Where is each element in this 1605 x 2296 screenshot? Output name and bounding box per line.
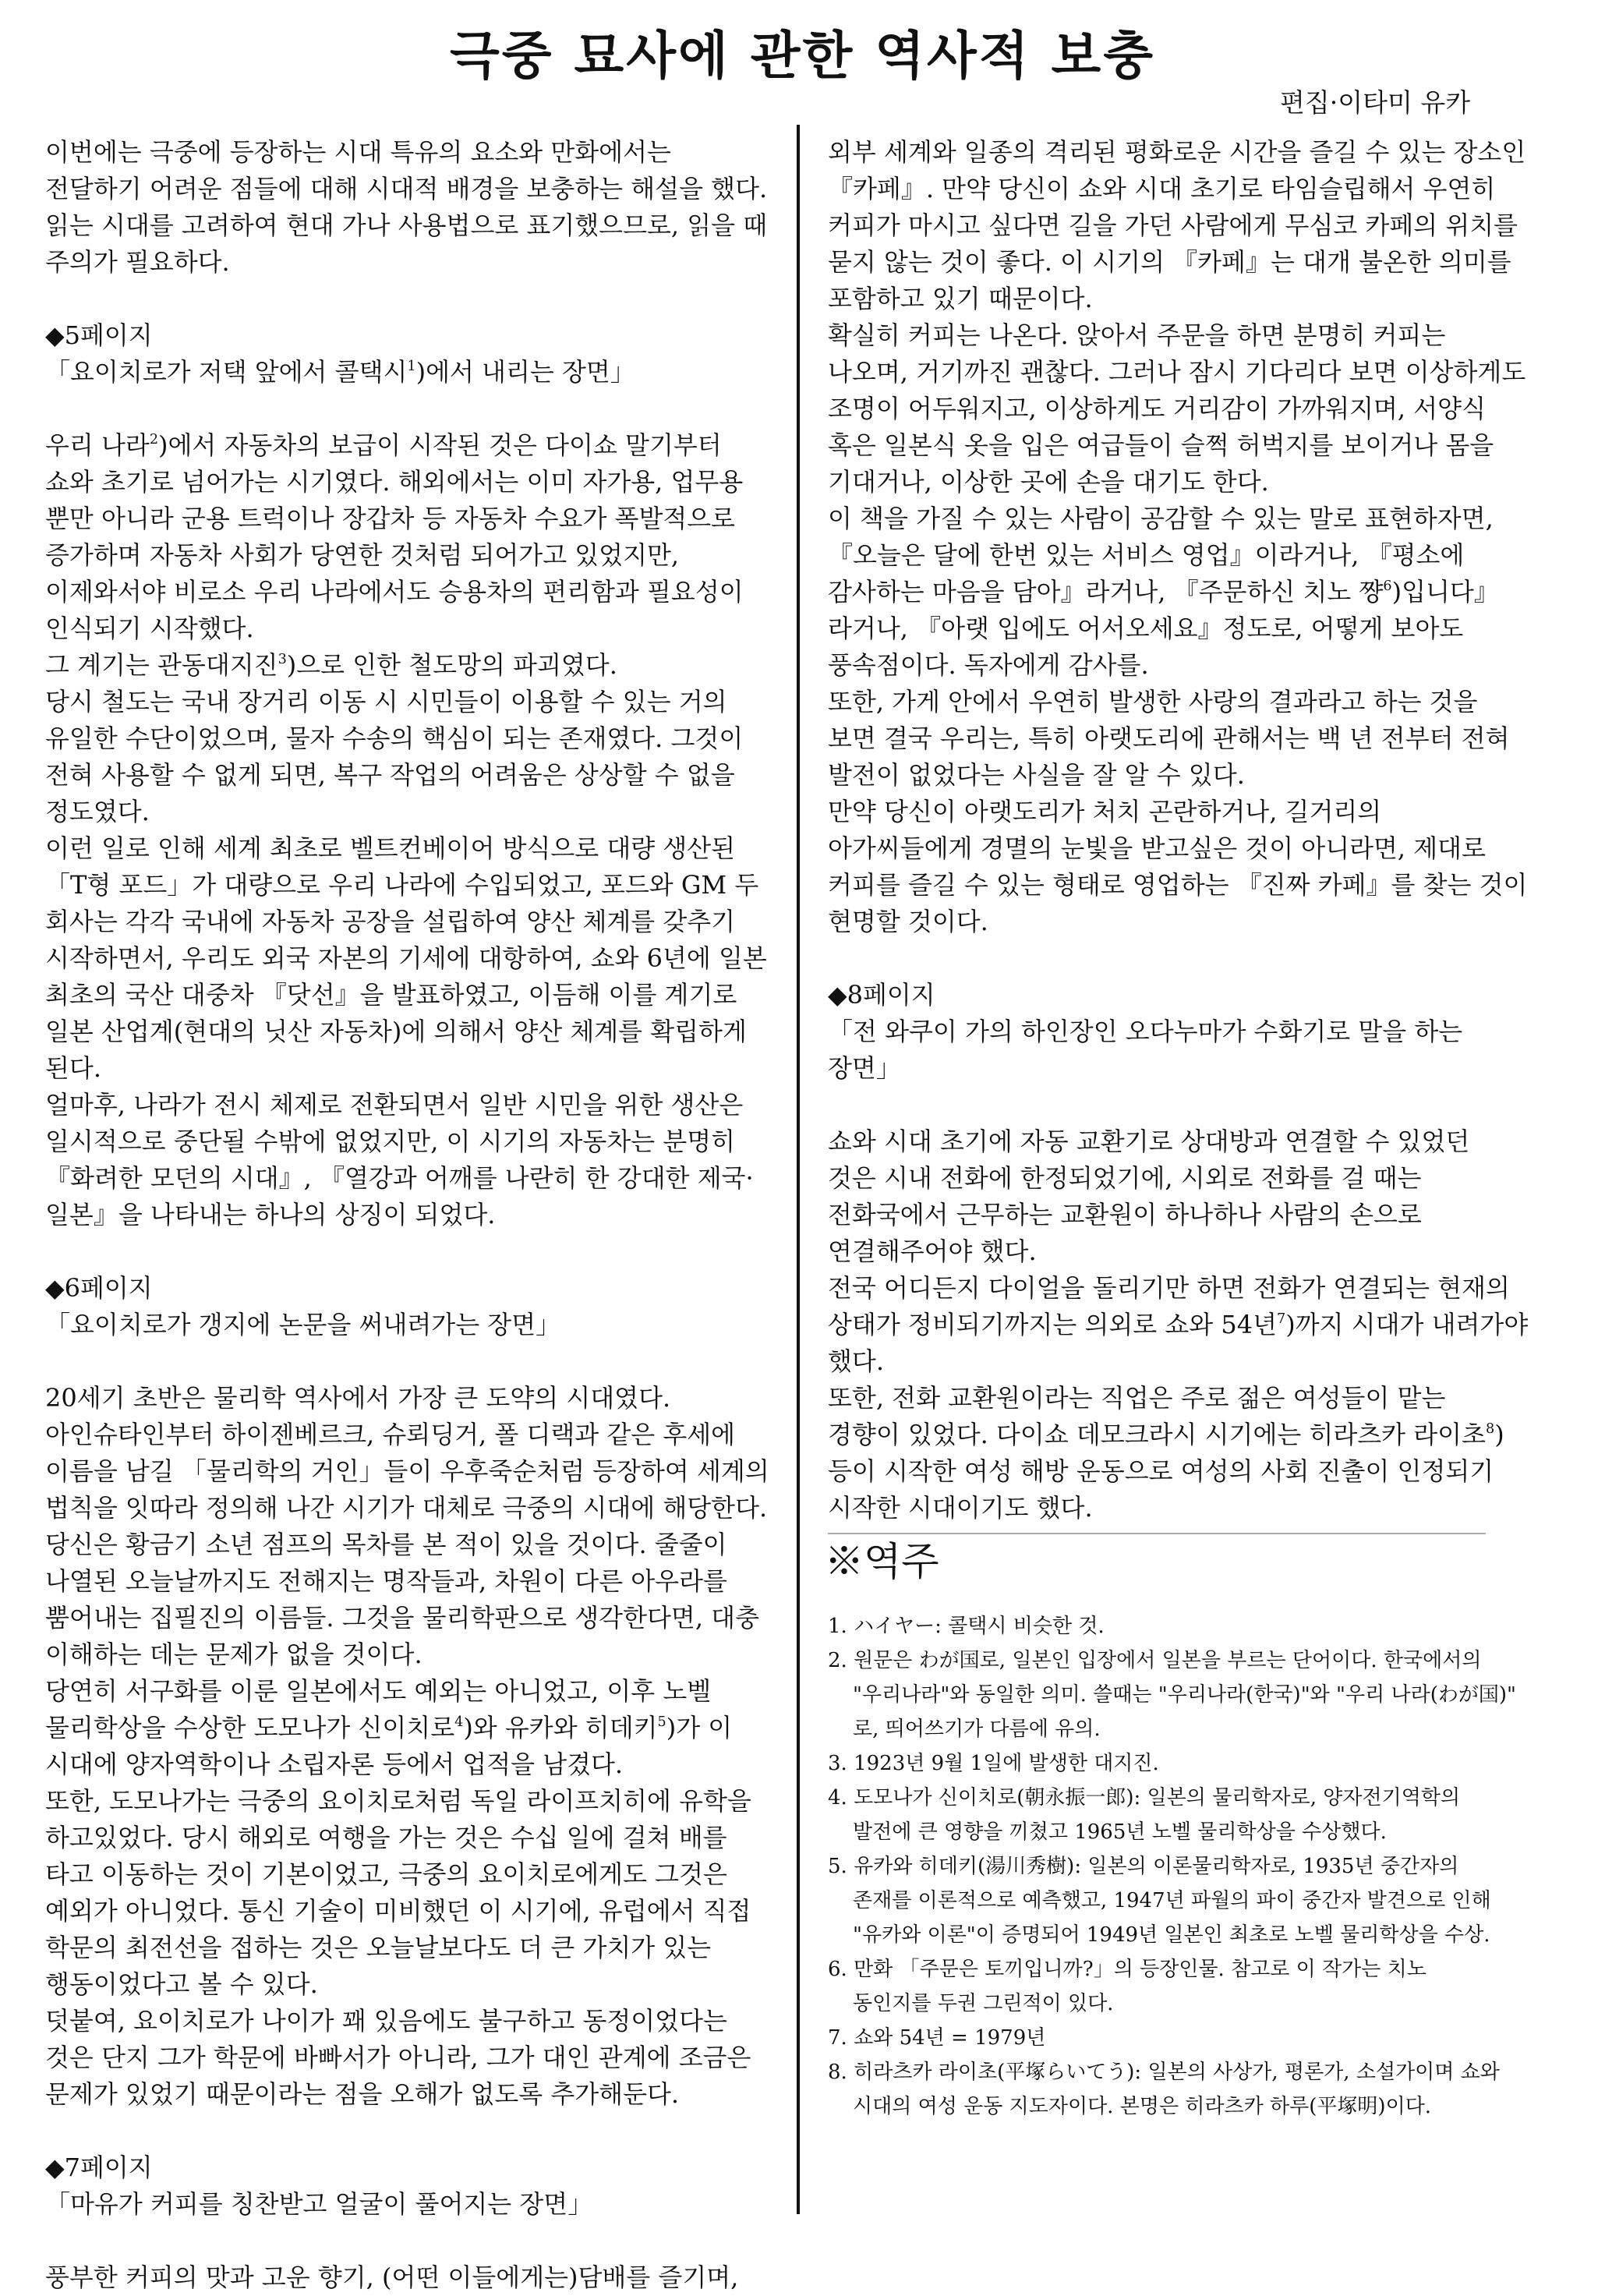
footnotes-list bbox=[828, 1609, 1576, 2124]
spacer bbox=[45, 2223, 781, 2259]
body-line: 정도였다. bbox=[45, 797, 150, 826]
intro-line: 주의가 필요하다. bbox=[45, 247, 230, 277]
body-line: 『오늘은 달에 한번 있는 서비스 영업』이라거나, 『평소에 bbox=[828, 540, 1465, 570]
footnote-item: 2. 원문은 わが国로, 일본인 입장에서 일본을 부르는 단어이다. 한국에서의 bbox=[828, 1649, 1482, 1672]
body-line: 감사하는 마음을 담아』라거나, 『주문하신 치노 쨩$^6$)입니다』 bbox=[828, 577, 1499, 607]
section-heading-p5: ◆5페이지 bbox=[45, 320, 153, 350]
body-line: 이름을 남길 「물리학의 거인」들이 우후죽순처럼 등장하여 세계의 bbox=[45, 1456, 769, 1486]
body-line: 시작한 시대이기도 했다. bbox=[828, 1493, 1093, 1523]
body-line: 풍속점이다. 독자에게 감사를. bbox=[828, 650, 1149, 680]
body-line: 『화려한 모던의 시대』, 『열강과 어깨를 나란히 한 강대한 제국· bbox=[45, 1163, 754, 1193]
body-line: 또한, 도모나가는 극중의 요이치로처럼 독일 라이프치히에 유학을 bbox=[45, 1786, 751, 1816]
body-line: 연결해주어야 했다. bbox=[828, 1236, 1037, 1266]
footnote-item: 8. 히라츠카 라이초(平塚らいてう): 일본의 사상가, 평론가, 소설가이며 쇼와 bbox=[828, 2061, 1500, 2084]
body-line: 발전이 없었다는 사실을 잘 알 수 있다. bbox=[828, 760, 1245, 790]
body-line: 것은 시내 전화에 한정되었기에, 시외로 전화를 걸 때는 bbox=[828, 1163, 1422, 1193]
text-segment: 우리 나라 bbox=[45, 430, 150, 460]
spacer bbox=[828, 1087, 1570, 1123]
body-line: 이런 일로 인해 세계 최초로 벨트컨베이어 방식으로 대량 생산된 bbox=[45, 833, 736, 863]
body-line: 유일한 수단이었으며, 물자 수송의 핵심이 되는 존재였다. 그것이 bbox=[45, 723, 744, 753]
text-segment: 상태가 정비되기까지는 의외로 쇼와 54년 bbox=[828, 1310, 1277, 1339]
intro-line: 읽는 시대를 고려하여 현대 가나 사용법으로 표기했으므로, 읽을 때 bbox=[45, 210, 768, 240]
text-segment: 그 계기는 관동대지진 bbox=[45, 650, 278, 680]
text-segment: 경향이 있었다. 다이쇼 데모크라시 시기에는 히라츠카 라이초 bbox=[828, 1420, 1487, 1449]
right-column bbox=[828, 134, 1570, 1527]
body-line: 문제가 있었기 때문이라는 점을 오해가 없도록 추가해둔다. bbox=[45, 2079, 680, 2109]
body-line: 일시적으로 중단될 수밖에 없었지만, 이 시기의 자동차는 분명히 bbox=[45, 1127, 736, 1156]
body-line: 했다. bbox=[828, 1346, 884, 1376]
body-line: 당시 철도는 국내 장거리 이동 시 시민들이 이용할 수 있는 거의 bbox=[45, 687, 727, 716]
editor-credit: 편집·이타미 유카 bbox=[1280, 87, 1471, 118]
page-title: 극중 묘사에 관한 역사적 보충 bbox=[450, 25, 1155, 86]
spacer bbox=[45, 1343, 781, 1380]
footnote-item: "우리나라"와 동일한 의미. 쓸때는 "우리나라(한국)"와 "우리 나라(わが国)" bbox=[853, 1683, 1516, 1707]
body-line: 라거나, 『아랫 입에도 어서오세요』정도로, 어떻게 보아도 bbox=[828, 614, 1464, 643]
body-line: 등이 시작한 여성 해방 운동으로 여성의 사회 진출이 인정되기 bbox=[828, 1456, 1494, 1486]
section-heading-p8: ◆8페이지 bbox=[828, 980, 935, 1010]
body-line: 것은 단지 그가 학문에 바빠서가 아니라, 그가 대인 관계에 조금은 bbox=[45, 2043, 751, 2072]
body-line: 당신은 황금기 소년 점프의 목차를 본 적이 있을 것이다. 줄줄이 bbox=[45, 1530, 727, 1559]
spacer bbox=[45, 1233, 781, 1270]
body-line: 전화국에서 근무하는 교환원이 하나하나 사람의 손으로 bbox=[828, 1200, 1422, 1229]
body-line: 기대거나, 이상한 곳에 손을 대기도 한다. bbox=[828, 467, 1269, 497]
footnote-item: "유카와 이론"이 증명되어 1949년 일본인 최초로 노벨 물리학상을 수상. bbox=[853, 1923, 1490, 1947]
body-line: 시대에 양자역학이나 소립자론 등에서 업적을 남겼다. bbox=[45, 1749, 624, 1779]
body-line: 커피를 즐길 수 있는 형태로 영업하는 『진짜 카페』를 찾는 것이 bbox=[828, 870, 1528, 900]
body-line: 전혀 사용할 수 없게 되면, 복구 작업의 어려움은 상상할 수 없을 bbox=[45, 760, 735, 790]
intro-line: 전달하기 어려운 점들에 대해 시대적 배경을 보충하는 해설을 했다. bbox=[45, 174, 768, 203]
footnote-item: 존재를 이론적으로 예측했고, 1947년 파월의 파이 중간자 발견으로 인해 bbox=[853, 1889, 1491, 1912]
body-line: 나열된 오늘날까지도 전해지는 명작들과, 차원이 다른 아우라를 bbox=[45, 1566, 727, 1596]
body-line: 아인슈타인부터 하이젠베르크, 슈뢰딩거, 폴 디랙과 같은 후세에 bbox=[45, 1420, 736, 1449]
spacer bbox=[45, 2113, 781, 2149]
section-heading-p7: ◆7페이지 bbox=[45, 2153, 153, 2182]
body-line: 행동이었다고 볼 수 있다. bbox=[45, 1969, 318, 1999]
spacer bbox=[45, 281, 781, 317]
footnote-item: 4. 도모나가 신이치로(朝永振一郎): 일본의 물리학자로, 양자전기역학의 bbox=[828, 1786, 1461, 1810]
body-line: 『카페』. 만약 당신이 쇼와 시대 초기로 타임슬립해서 우연히 bbox=[828, 174, 1496, 203]
body-line: 법칙을 잇따라 정의해 나간 시기가 대체로 극중의 시대에 해당한다. bbox=[45, 1493, 768, 1523]
body-line: 「T형 포드」가 대량으로 우리 나라에 수입되었고, 포드와 GM 두 bbox=[45, 870, 759, 900]
scene-caption-p6: 「요이치로가 갱지에 논문을 써내려가는 장면」 bbox=[45, 1310, 561, 1339]
body-line: 그 계기는 관동대지진$^3$)으로 인한 철도망의 파괴였다. bbox=[45, 650, 617, 680]
body-line: 또한, 전화 교환원이라는 직업은 주로 젊은 여성들이 맡는 bbox=[828, 1383, 1446, 1413]
body-line: 얼마후, 나라가 전시 체제로 전환되면서 일반 시민을 위한 생산은 bbox=[45, 1090, 744, 1120]
body-line: 아가씨들에게 경멸의 눈빛을 받고싶은 것이 아니라면, 제대로 bbox=[828, 833, 1487, 863]
body-line: 포함하고 있기 때문이다. bbox=[828, 284, 1093, 313]
text-segment: 입니다』 bbox=[1402, 577, 1499, 607]
section-heading-p6: ◆6페이지 bbox=[45, 1273, 153, 1303]
footnote-ref: 8 bbox=[1486, 1420, 1495, 1437]
body-line: 우리 나라$^2$)에서 자동차의 보급이 시작된 것은 다이쇼 말기부터 bbox=[45, 430, 722, 460]
body-line: 보면 결국 우리는, 특히 아랫도리에 관해서는 백 년 전부터 전혀 bbox=[828, 723, 1510, 753]
body-line: 경향이 있었다. 다이쇼 데모크라시 시기에는 히라츠카 라이초$^8$) bbox=[828, 1420, 1504, 1449]
body-line: 뿐만 아니라 군용 트럭이나 장갑차 등 자동차 수요가 폭발적으로 bbox=[45, 504, 736, 533]
text-segment: 와 유카와 히데키 bbox=[472, 1713, 658, 1742]
body-line: 확실히 커피는 나온다. 앉아서 주문을 하면 분명히 커피는 bbox=[828, 320, 1446, 350]
body-line: 현명할 것이다. bbox=[828, 907, 988, 936]
body-line: 덧붙여, 요이치로가 나이가 꽤 있음에도 불구하고 동정이었다는 bbox=[45, 2006, 727, 2036]
scene-caption-p8: 장면」 bbox=[828, 1053, 901, 1083]
body-line: 이 책을 가질 수 있는 사람이 공감할 수 있는 말로 표현하자면, bbox=[828, 504, 1494, 533]
text-segment: 물리학상을 수상한 도모나가 신이치로 bbox=[45, 1713, 455, 1742]
body-line: 학문의 최전선을 접하는 것은 오늘날보다도 더 큰 가치가 있는 bbox=[45, 1933, 712, 1962]
scene-caption-p7: 「마유가 커피를 칭찬받고 얼굴이 풀어지는 장면」 bbox=[45, 2189, 593, 2219]
body-line: 타고 이동하는 것이 기본이었고, 극중의 요이치로에게도 그것은 bbox=[45, 1859, 727, 1889]
footnote-item: 발전에 큰 영향을 끼쳤고 1965년 노벨 물리학상을 수상했다. bbox=[853, 1820, 1387, 1844]
footnote-item: 3. 1923년 9월 1일에 발생한 대지진. bbox=[828, 1752, 1159, 1775]
intro-line: 이번에는 극중에 등장하는 시대 특유의 요소와 만화에서는 bbox=[45, 137, 671, 167]
body-line: 20세기 초반은 물리학 역사에서 가장 큰 도약의 시대였다. bbox=[45, 1383, 671, 1413]
footnote-ref: 3 bbox=[278, 651, 287, 667]
body-line: 이제와서야 비로소 우리 나라에서도 승용차의 편리함과 필요성이 bbox=[45, 577, 744, 607]
footnote-ref: 5 bbox=[657, 1714, 666, 1730]
body-line: 시작하면서, 우리도 외국 자본의 기세에 대항하여, 쇼와 6년에 일본 bbox=[45, 943, 767, 973]
body-line: 혹은 일본식 옷을 입은 여급들이 슬쩍 허벅지를 보이거나 몸을 bbox=[828, 430, 1494, 460]
footnote-ref: 2 bbox=[149, 431, 159, 448]
body-line: 일본 산업계(현대의 닛산 자동차)에 의해서 양산 체계를 확립하게 bbox=[45, 1017, 747, 1046]
left-column bbox=[45, 134, 781, 2296]
body-line: 당연히 서구화를 이룬 일본에서도 예외는 아니었고, 이후 노벨 bbox=[45, 1676, 712, 1706]
footnotes-title: ※역주 bbox=[825, 1539, 939, 1584]
body-line: 예외가 아니었다. 통신 기술이 미비했던 이 시기에, 유럽에서 직접 bbox=[45, 1896, 751, 1926]
footnote-item: 5. 유카와 히데키(湯川秀樹): 일본의 이론물리학자로, 1935년 중간자의 bbox=[828, 1855, 1459, 1878]
body-line: 뿜어내는 집필진의 이름들. 그것을 물리학판으로 생각한다면, 대충 bbox=[45, 1603, 760, 1633]
body-line: 조명이 어두워지고, 이상하게도 거리감이 가까워지며, 서양식 bbox=[828, 394, 1487, 423]
body-line: 쇼와 시대 초기에 자동 교환기로 상대방과 연결할 수 있었던 bbox=[828, 1127, 1470, 1156]
body-line: 증가하며 자동차 사회가 당연한 것처럼 되어가고 있었지만, bbox=[45, 540, 680, 570]
footnote-item: 6. 만화 「주문은 토끼입니까?」의 등장인물. 참고로 이 작가는 치노 bbox=[828, 1958, 1426, 1981]
body-line: 외부 세계와 일종의 격리된 평화로운 시간을 즐길 수 있는 장소인 bbox=[828, 137, 1526, 167]
body-line: 하고있었다. 당시 해외로 여행을 가는 것은 수십 일에 걸쳐 배를 bbox=[45, 1823, 727, 1852]
footnote-item: 로, 띄어쓰기가 다름에 유의. bbox=[853, 1718, 1101, 1741]
body-line: 상태가 정비되기까지는 의외로 쇼와 54년$^7$)까지 시대가 내려가야 bbox=[828, 1310, 1529, 1339]
body-line: 물리학상을 수상한 도모나가 신이치로$^4$)와 유카와 히데키$^5$)가 이 bbox=[45, 1713, 733, 1742]
body-line: 회사는 각각 국내에 자동차 공장을 설립하여 양산 체계를 갖추기 bbox=[45, 907, 736, 936]
body-line: 또한, 가게 안에서 우연히 발생한 사랑의 결과라고 하는 것을 bbox=[828, 687, 1478, 716]
body-line: 만약 당신이 아랫도리가 처치 곤란하거나, 길거리의 bbox=[828, 797, 1382, 826]
body-line: 이해하는 데는 문제가 없을 것이다. bbox=[45, 1640, 422, 1669]
footnote-item: 1. ハイヤー: 콜택시 비슷한 것. bbox=[828, 1615, 1105, 1638]
footnote-item: 동인지를 두권 그린적이 있다. bbox=[853, 1992, 1114, 2015]
body-line: 묻지 않는 것이 좋다. 이 시기의 『카페』는 대개 불온한 의미를 bbox=[828, 247, 1511, 277]
body-line: 된다. bbox=[45, 1053, 101, 1083]
body-line: 나오며, 거기까진 괜찮다. 그러나 잠시 기다리다 보면 이상하게도 bbox=[828, 357, 1526, 387]
text-segment: 가 이 bbox=[676, 1713, 733, 1742]
text-segment: 까지 시대가 내려가야 bbox=[1295, 1310, 1529, 1339]
text-segment: 감사하는 마음을 담아』라거나, 『주문하신 치노 쨩 bbox=[828, 577, 1384, 607]
body-line: 전국 어디든지 다이얼을 돌리기만 하면 전화가 연결되는 현재의 bbox=[828, 1273, 1510, 1303]
text-segment: 에서 내리는 장면」 bbox=[426, 357, 635, 387]
footnote-item: 시대의 여성 운동 지도자이다. 본명은 히라츠카 하루(平塚明)이다. bbox=[853, 2095, 1432, 2118]
scene-caption-p8: 「전 와쿠이 가의 하인장인 오다누마가 수화기로 말을 하는 bbox=[828, 1017, 1463, 1046]
body-line: 풍부한 커피의 맛과 고운 향기, (어떤 이들에게는)담배를 즐기며, bbox=[45, 2262, 739, 2292]
body-line: 커피가 마시고 싶다면 길을 가던 사람에게 무심코 카페의 위치를 bbox=[828, 210, 1518, 240]
text-segment: 에서 자동차의 보급이 시작된 것은 다이쇼 말기부터 bbox=[168, 430, 722, 460]
body-line: 일본』을 나타내는 하나의 상징이 되었다. bbox=[45, 1200, 496, 1229]
scene-caption-p5: 「요이치로가 저택 앞에서 콜택시$^1$)에서 내리는 장면」 bbox=[45, 357, 635, 387]
body-line: 인식되기 시작했다. bbox=[45, 614, 254, 643]
body-line: 쇼와 초기로 넘어가는 시기였다. 해외에서는 이미 자가용, 업무용 bbox=[45, 467, 744, 497]
footnote-ref: 6 bbox=[1383, 578, 1392, 594]
footnote-ref: 7 bbox=[1277, 1311, 1286, 1327]
spacer bbox=[828, 940, 1570, 977]
footnote-item: 7. 쇼와 54년 = 1979년 bbox=[828, 2026, 1046, 2050]
footnote-ref: 4 bbox=[454, 1714, 464, 1730]
text-segment: 「요이치로가 저택 앞에서 콜택시 bbox=[45, 357, 408, 387]
body-line: 최초의 국산 대중차 『닷선』을 발표하였고, 이듬해 이를 계기로 bbox=[45, 980, 737, 1010]
footnote-ref: 1 bbox=[407, 358, 416, 374]
spacer bbox=[45, 391, 781, 427]
text-segment: 으로 인한 철도망의 파괴였다. bbox=[296, 650, 617, 680]
column-divider bbox=[797, 125, 800, 2214]
